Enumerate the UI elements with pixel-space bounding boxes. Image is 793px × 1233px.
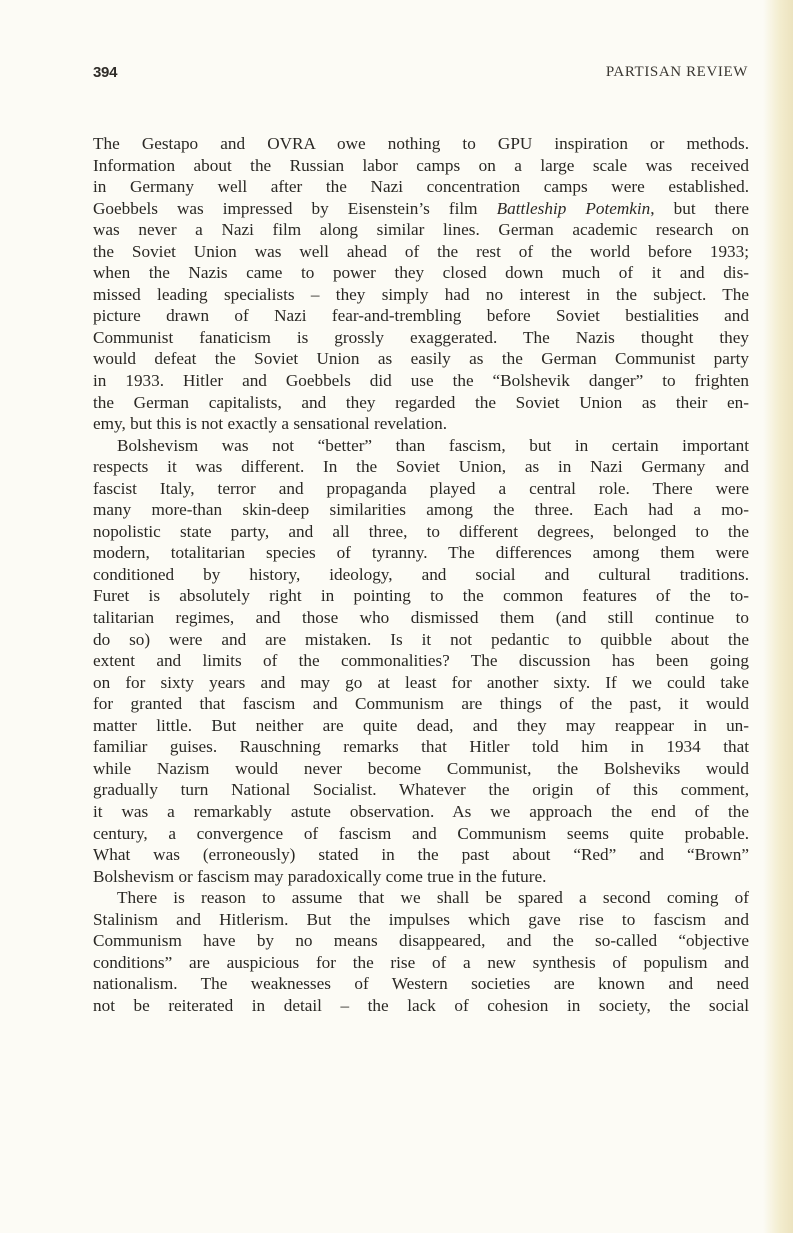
text-line: Stalinism and Hitlerism. But the impulses which gave rise to fascism and	[93, 909, 749, 929]
text-line: The Gestapo and OVRA owe nothing to GPU inspiration or methods.	[93, 134, 749, 153]
text-line: Communist fanaticism is grossly exaggerated. The Nazis thought they	[93, 327, 749, 347]
text-line: Bolshevism was not “better” than fascism, but in certain important	[117, 435, 749, 455]
text-line: gradually turn National Socialist. Whatever the origin of this comment,	[93, 780, 749, 800]
text-line: would defeat the Soviet Union as easily as the German Communist party	[93, 349, 749, 369]
text-line: on for sixty years and may go at least for another sixty. If we could take	[93, 672, 749, 692]
journal-title: PARTISAN REVIEW	[605, 64, 748, 80]
text-line: do so) were and are mistaken. Is it not pedantic to quibble about the	[93, 629, 749, 649]
text-line: conditions” are auspicious for the rise of a new synthesis of populism and	[93, 952, 749, 972]
text-line: Communism have by no means disappeared, and the so-called “objective	[93, 931, 749, 951]
paragraph	[93, 133, 749, 435]
text-line: emy, but this is not exactly a sensational revelation.	[93, 414, 448, 434]
text-line: century, a convergence of fascism and Communism seems quite probable.	[93, 823, 749, 843]
text-line: was never a Nazi film along similar lines. German academic research on	[93, 220, 749, 240]
running-head	[93, 64, 748, 88]
text-line: while Nazism would never become Communist, the Bolsheviks would	[93, 758, 749, 778]
text-line: missed leading specialists – they simply had no interest in the subject. The	[93, 284, 749, 304]
text-line: matter little. But neither are quite dead, and they may reappear in un-	[93, 715, 749, 735]
text-line: many more-than skin-deep similarities among the three. Each had a mo-	[93, 500, 749, 520]
text-line: nationalism. The weaknesses of Western societies are known and need	[93, 974, 749, 994]
text-line: What was (erroneously) stated in the past about “Red” and “Brown”	[93, 845, 749, 865]
text-line: not be reiterated in detail – the lack of cohesion in society, the social	[93, 995, 749, 1015]
paragraph	[93, 435, 749, 887]
text-line: modern, totalitarian species of tyranny. The differences among them were	[93, 543, 749, 563]
page-number: 394	[93, 64, 118, 81]
text-line: in 1933. Hitler and Goebbels did use the “Bolshevik danger” to frighten	[93, 371, 749, 391]
paragraph	[93, 887, 749, 1016]
text-line: extent and limits of the commonalities? The discussion has been going	[93, 651, 749, 671]
text-line: familiar guises. Rauschning remarks that Hitler told him in 1934 that	[93, 737, 749, 757]
text-line: the Soviet Union was well ahead of the rest of the world before 1933;	[93, 241, 749, 261]
text-line: There is reason to assume that we shall be spared a second coming of	[117, 888, 749, 908]
text-line: conditioned by history, ideology, and social and cultural traditions.	[93, 564, 749, 584]
text-line: nopolistic state party, and all three, to different degrees, belonged to the	[93, 521, 749, 541]
text-line: Bolshevism or fascism may paradoxically come true in the future.	[93, 866, 547, 886]
page-edge-shadow	[763, 0, 793, 1233]
text-line: Goebbels was impressed by Eisenstein’s film Battleship Potemkin, but there	[93, 198, 749, 218]
text-line: when the Nazis came to power they closed down much of it and dis-	[93, 263, 749, 283]
text-line: in Germany well after the Nazi concentration camps were established.	[93, 177, 749, 197]
italic-title: Battleship Potemkin	[496, 198, 651, 218]
text-line: the German capitalists, and they regarded the Soviet Union as their en-	[93, 392, 749, 412]
text-line: Furet is absolutely right in pointing to the common features of the to-	[93, 586, 749, 606]
text-line: for granted that fascism and Communism are things of the past, it would	[93, 694, 749, 714]
text-line: Information about the Russian labor camps on a large scale was received	[93, 155, 749, 175]
text-line: picture drawn of Nazi fear-and-trembling before Soviet bestialities and	[93, 306, 749, 326]
text-line: fascist Italy, terror and propaganda played a central role. There were	[93, 478, 749, 498]
text-line: it was a remarkably astute observation. As we approach the end of the	[93, 801, 749, 821]
text-line: talitarian regimes, and those who dismissed them (and still continue to	[93, 608, 749, 628]
body-text	[93, 133, 749, 1016]
text-line: respects it was different. In the Soviet Union, as in Nazi Germany and	[93, 457, 749, 477]
